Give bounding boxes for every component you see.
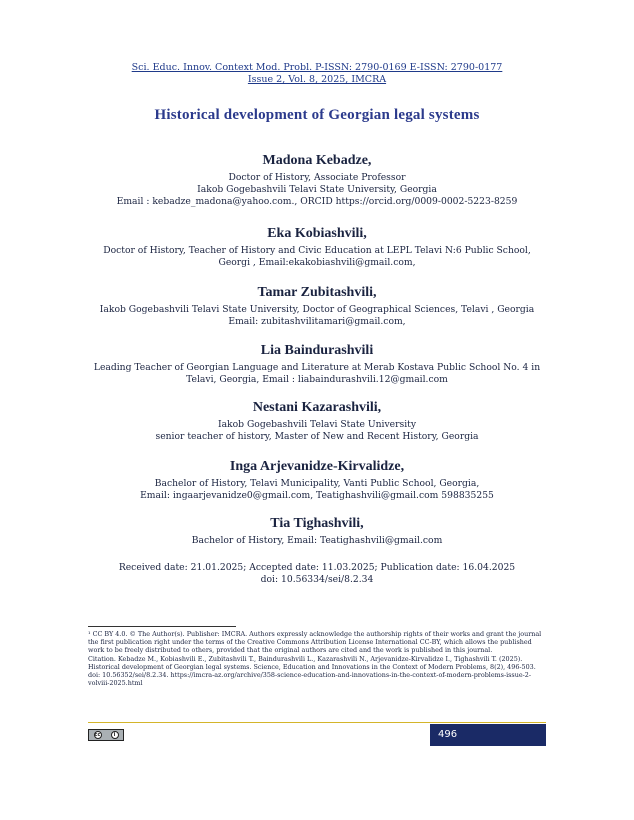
author-block	[0, 458, 634, 502]
license-note: ¹ CC BY 4.0. © The Author(s). Publisher: IMCRA. Authors expressly acknowledge the authorship rights of their works and grant the journal the first publication right under the terms of the Creative Commons Attribution License International CC-BY, which allows the published work to be freely distributed to others, provided that the original authors are cited and the work is published in this journal.	[88, 630, 542, 655]
dates-line: Received date: 21.01.2025; Accepted date: 11.03.2025; Publication date: 16.04.2025	[118, 562, 516, 573]
author-affiliation: Iakob Gogebashvili Telavi State University	[217, 419, 417, 430]
author-name: Eka Kobiashvili,	[267, 226, 367, 241]
author-email: Email : kebadze_madona@yahoo.com., ORCID https://orcid.org/0009-0002-5223-8259	[116, 195, 518, 207]
author-affiliation: Bachelor of History, Email: Teatighashvili@gmail.com	[191, 535, 443, 546]
author-name: Madona Kebadze,	[262, 153, 372, 168]
footnote	[88, 630, 546, 687]
cc-by-license-icon[interactable]	[88, 729, 124, 741]
author-name: Tia Tighashvili,	[270, 516, 364, 531]
page-number: 496	[430, 724, 546, 746]
author-email: Email: zubitashvilitamari@gmail.com,	[228, 315, 406, 327]
author-affiliation: Doctor of History, Associate Professor	[228, 172, 406, 183]
author-block	[0, 284, 634, 328]
author-block	[0, 152, 634, 207]
author-name: Lia Baindurashvili	[260, 343, 374, 358]
author-name: Nestani Kazarashvili,	[252, 400, 382, 415]
author-affiliation: Bachelor of History, Telavi Municipality, Vanti Public School, Georgia,	[154, 478, 480, 489]
author-block	[0, 515, 634, 547]
author-affiliation: Iakob Gogebashvili Telavi State University, Georgia	[197, 183, 437, 195]
footer-divider	[88, 722, 546, 723]
author-email: Email: ingaarjevanidze0@gmail.com, Teatighashvili@gmail.com 598835255	[140, 489, 494, 501]
journal-header-line-2[interactable]: Issue 2, Vol. 8, 2025, IMCRA	[247, 74, 387, 85]
citation-note: Citation. Kebadze M., Kobiashvili E., Zubitashvili T., Baindurashvili L., Kazarashvili N., Arjevanidze-Kirvalidze I., Tighashvili T. (2025). Historical development of Georgian legal systems. Science, Education and Innovations in the Context of Modern Problems, 8(2), 496-503. doi: 10.56352/sei/8.2.34. https://imcra-az.org/archive/358-science-education-and-innovations-in-the-context-of-modern-problems-issue-2-volviii-2025.html	[88, 654, 536, 688]
author-block	[0, 342, 634, 386]
doi-line: doi: 10.56334/sei/8.2.34	[260, 573, 374, 585]
author-affiliation: senior teacher of history, Master of New and Recent History, Georgia	[155, 430, 479, 442]
author-email: Telavi, Georgia, Email : liabaindurashvili.12@gmail.com	[186, 373, 448, 385]
footnote-divider	[88, 626, 236, 627]
author-affiliation: Iakob Gogebashvili Telavi State University, Doctor of Geographical Sciences, Telavi , Georgia	[99, 304, 535, 315]
publication-dates	[0, 562, 634, 586]
cc-icon: cc	[94, 732, 101, 738]
author-email: Georgi , Email:ekakobiashvili@gmail.com,	[218, 256, 416, 268]
author-block	[0, 225, 634, 269]
by-person-icon: i	[111, 731, 119, 739]
author-affiliation: Leading Teacher of Georgian Language and Literature at Merab Kostava Public School No. 4 in	[93, 362, 541, 373]
author-name: Tamar Zubitashvili,	[257, 285, 377, 300]
journal-header[interactable]	[0, 62, 634, 86]
journal-header-line-1[interactable]: Sci. Educ. Innov. Context Mod. Probl. P-ISSN: 2790-0169 E-ISSN: 2790-0177	[131, 62, 503, 73]
author-block	[0, 399, 634, 443]
author-name: Inga Arjevanidze-Kirvalidze,	[229, 459, 405, 474]
author-affiliation: Doctor of History, Teacher of History and Civic Education at LEPL Telavi N:6 Public School,	[103, 245, 531, 256]
paper-title: Historical development of Georgian legal systems	[154, 107, 480, 123]
